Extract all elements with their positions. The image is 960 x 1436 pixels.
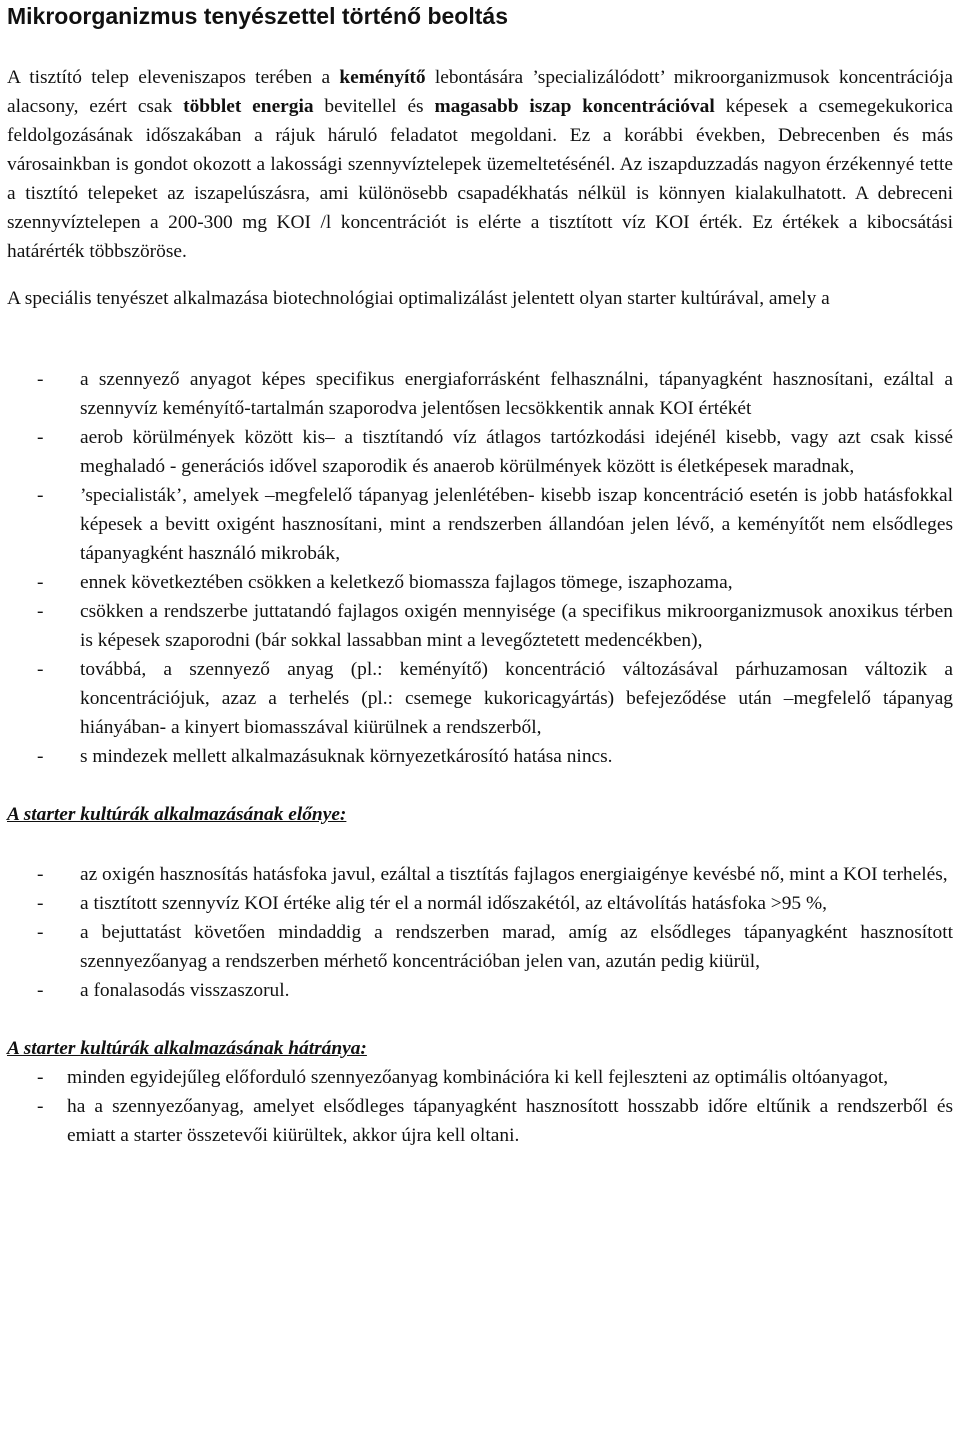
list-item (7, 568, 953, 597)
list-item-text: minden egyidejűleg előforduló szennyezőanyag kombinációra ki kell fejleszteni az optimális oltóanyagot, (67, 1067, 889, 1088)
advantages-heading: A starter kultúrák alkalmazásának előnye: (7, 804, 347, 825)
list-dash: - (37, 485, 44, 506)
list-dash: - (37, 746, 44, 767)
list-item (7, 1063, 953, 1092)
list-dash: - (37, 427, 44, 448)
list-item-text: csökken a rendszerbe juttatandó fajlagos oxigén mennyisége (a specifikus mikroorganizmusok anoxikus térben is képesek szaporodni (bár sokkal lassabban mint a levegőztetett medencékben), (80, 601, 953, 651)
list-item (7, 889, 953, 918)
list-item (7, 481, 953, 568)
list-item-text: ’specialisták’, amelyek –megfelelő tápanyag jelenlétében- kisebb iszap koncentráció esetén is jobb hatásfokkal képesek a bevitt oxigént hasznosítani, mint a rendszerben állandóan jelen lévő, a keményítőt nem elsődleges tápanyagként használó mikrobák, (80, 485, 953, 564)
list-item-text: aerob körülmények között kis– a tisztítandó víz átlagos tartózkodási idejénél kisebb, vagy azt csak kissé meghaladó - generációs idővel szaporodik és anaerob körülmények között is életképesek maradnak, (80, 427, 953, 477)
list-dash: - (37, 1067, 44, 1088)
list-dash: - (37, 659, 44, 680)
intro-text-4: képesek a csemegekukorica feldolgozásának időszakában a rájuk háruló feladatot megoldani. Ez a korábbi években, Debrecenben és más városainkban is gondot okozott a lakossági szennyvíztelepek üzemeltetésénél. Az iszapduzzadás nagyon érzékennyé tette a tisztító telepeket az iszapelúszásra, ami különösebb csapadékhatás nélkül is könnyen kialakulhatott. A debreceni szennyvíztelepen a 200-300 mg KOI /l koncentrációt is elérte a tisztított víz KOI érték. Ez értékek a kibocsátási határérték többszöröse. (7, 96, 954, 262)
second-paragraph: A speciális tenyészet alkalmazása biotechnológiai optimalizálást jelentett olyan starter kultúrával, amely a (7, 288, 830, 309)
list-item (7, 976, 953, 1005)
list-dash: - (37, 601, 44, 622)
list-item (7, 742, 953, 771)
list-item (7, 1092, 953, 1150)
list-item-text: a tisztított szennyvíz KOI értéke alig tér el a normál időszakétól, az eltávolítás hatásfoka >95 %, (80, 893, 827, 914)
intro-bold-3: magasabb iszap koncentrációval (434, 96, 715, 117)
list-item (7, 655, 953, 742)
intro-bold-1: keményítő (339, 67, 426, 88)
advantages-list (7, 860, 953, 1005)
intro-text-1: A tisztító telep eleveniszapos terében a (7, 67, 340, 88)
list-item-text: a fonalasodás visszaszorul. (80, 980, 290, 1001)
properties-list (7, 365, 953, 771)
list-item-text: ha a szennyezőanyag, amelyet elsődleges tápanyagként hasznosított hosszabb időre eltűnik a rendszerből és emiatt a starter összetevői kiürültek, akkor újra kell oltani. (67, 1096, 953, 1146)
list-item (7, 918, 953, 976)
list-dash: - (37, 893, 44, 914)
list-item-text: a bejuttatást követően mindaddig a rendszerben marad, amíg az elsődleges tápanyagként hasznosított szennyezőanyag a rendszerben mérhető koncentrációban jelen van, azután pedig kiürül, (80, 922, 953, 972)
list-item (7, 860, 953, 889)
list-dash: - (37, 922, 44, 943)
list-dash: - (37, 980, 44, 1001)
list-dash: - (37, 572, 44, 593)
list-item (7, 365, 953, 423)
list-item-text: s mindezek mellett alkalmazásuknak környezetkárosító hatása nincs. (80, 746, 613, 767)
intro-text-2: lebontására ’specializálódott’ mikroorganizmusok koncentrációja alacsony, ezért csak (7, 67, 953, 117)
intro-bold-2: többlet energia (183, 96, 314, 117)
intro-text-3: bevitellel és (313, 96, 435, 117)
list-dash: - (37, 369, 44, 390)
list-item (7, 423, 953, 481)
intro-paragraph (7, 63, 953, 266)
page-title: Mikroorganizmus tenyészettel történő beoltás (7, 3, 508, 29)
list-dash: - (37, 1096, 44, 1117)
disadvantages-heading: A starter kultúrák alkalmazásának hátránya: (7, 1038, 367, 1059)
list-dash: - (37, 864, 44, 885)
list-item-text: továbbá, a szennyező anyag (pl.: keményítő) koncentráció változásával párhuzamosan változik a koncentrációjuk, azaz a terhelés (pl.: csemege kukoricagyártás) befejeződése után –megfelelő tápanyag hiányában- a kinyert biomasszával kiürülnek a rendszerből, (80, 659, 953, 738)
list-item-text: a szennyező anyagot képes specifikus energiaforrásként felhasználni, tápanyagként hasznosítani, ezáltal a szennyvíz keményítő-tartalmán szaporodva jelentősen lecsökkentik annak KOI értékét (80, 369, 953, 419)
list-item (7, 597, 953, 655)
list-item-text: az oxigén hasznosítás hatásfoka javul, ezáltal a tisztítás fajlagos energiaigénye kevésbé nő, mint a KOI terhelés, (80, 864, 948, 885)
disadvantages-list (7, 1063, 953, 1150)
list-item-text: ennek következtében csökken a keletkező biomassza fajlagos tömege, iszaphozama, (80, 572, 733, 593)
